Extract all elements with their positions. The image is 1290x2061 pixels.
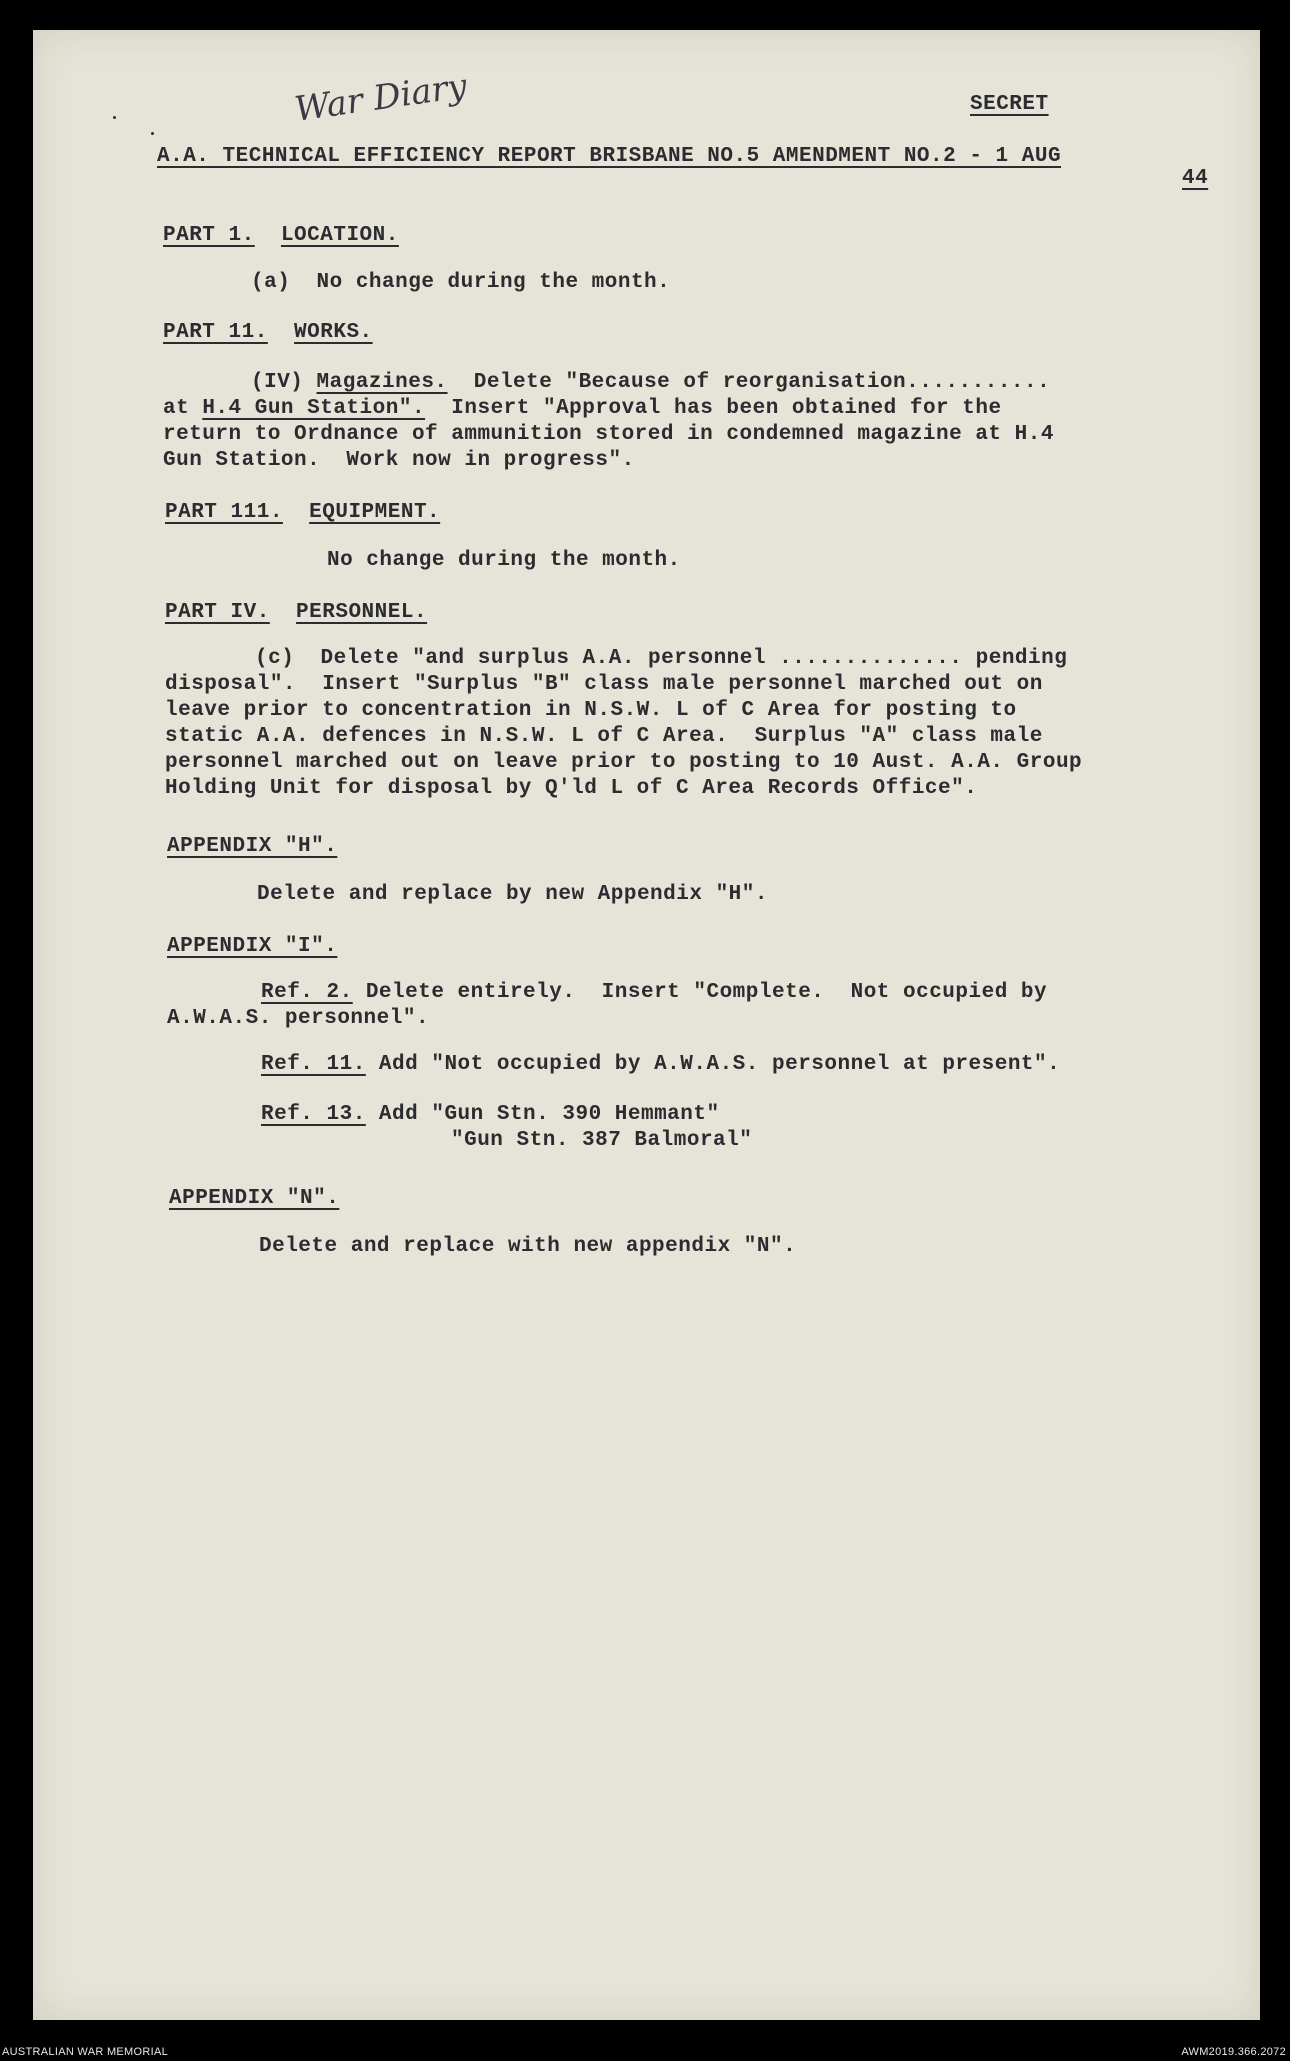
part2-line-1 [251,370,1050,396]
part1-heading [163,223,399,249]
ref11-label: Ref. 11. [261,1053,366,1076]
part2-line-1-text: Delete "Because of reorganisation........... [447,371,1051,394]
part2-item-label: Magazines. [316,371,448,394]
appendix-h-heading: APPENDIX "H". [167,835,338,858]
part2-line-2-prefix: at [163,397,203,420]
part2-line-4: Gun Station. Work now in progress". [163,449,635,472]
part1-line: (a) No change during the month. [251,271,671,294]
part1-title: LOCATION. [280,224,399,247]
document-title-year: 44 [1182,167,1209,190]
document-title: A.A. TECHNICAL EFFICIENCY REPORT BRISBANE NO.5 AMENDMENT NO.2 - 1 AUG [157,145,1062,168]
part4-line-6: Holding Unit for disposal by Q'ld L of C Area Records Office". [165,777,978,800]
ref2-text: Delete entirely. Insert "Complete. Not occupied by [352,981,1048,1004]
handwritten-note: War Diary [292,66,470,130]
part2-line-3: return to Ordnance of ammunition stored in condemned magazine at H.4 [163,423,1054,446]
appendix-n-heading: APPENDIX "N". [169,1187,340,1210]
part2-number: PART 11. [163,321,268,344]
appendix-i-heading: APPENDIX "I". [167,935,338,958]
appendix-i-ref13-cont: "Gun Stn. 387 Balmoral" [451,1129,753,1152]
part3-number: PART 111. [165,501,283,524]
ref13-label: Ref. 13. [261,1103,366,1126]
classification-label: SECRET [970,93,1049,116]
part4-title: PERSONNEL. [296,601,428,624]
appendix-i-ref2 [261,980,1047,1006]
ref13-text: Add "Gun Stn. 390 Hemmant" [365,1103,720,1126]
part3-heading [165,500,440,526]
part4-line-3: leave prior to concentration in N.S.W. L of C Area for posting to [165,699,1017,722]
part2-title: WORKS. [294,321,373,344]
appendix-h-line: Delete and replace by new Appendix "H". [257,883,768,906]
part1-number: PART 1. [163,224,255,247]
part2-item-number: (IV) [251,371,317,394]
ink-fleck [151,132,154,135]
part3-title: EQUIPMENT. [309,501,441,524]
part2-heading [163,320,373,346]
part4-line-1: (c) Delete "and surplus A.A. personnel .............. pending [255,647,1068,670]
appendix-i-ref2-cont: A.W.A.S. personnel". [167,1007,430,1030]
part3-line: No change during the month. [327,549,681,572]
footer-source-label: AUSTRALIAN WAR MEMORIAL [2,2046,169,2058]
part4-line-2: disposal". Insert "Surplus "B" class male personnel marched out on [165,673,1043,696]
ref11-text: Add "Not occupied by A.W.A.S. personnel at present". [365,1053,1061,1076]
appendix-n-line: Delete and replace with new appendix "N". [259,1235,797,1258]
document-page [33,30,1260,2020]
ref2-label: Ref. 2. [261,981,353,1004]
part4-heading [165,600,427,626]
footer-accession-number: AWM2019.366.2072 [1181,2046,1286,2058]
part2-line-2-text: Insert "Approval has been obtained for the [425,397,1002,420]
appendix-i-ref11 [261,1052,1060,1078]
part4-number: PART IV. [165,601,270,624]
part4-line-4: static A.A. defences in N.S.W. L of C Area. Surplus "A" class male [165,725,1043,748]
part2-line-2-label: H.4 Gun Station". [202,397,426,420]
part4-line-5: personnel marched out on leave prior to posting to 10 Aust. A.A. Group [165,751,1083,774]
appendix-i-ref13 [261,1102,720,1128]
part2-line-2 [163,396,1002,422]
ink-fleck [113,116,116,119]
